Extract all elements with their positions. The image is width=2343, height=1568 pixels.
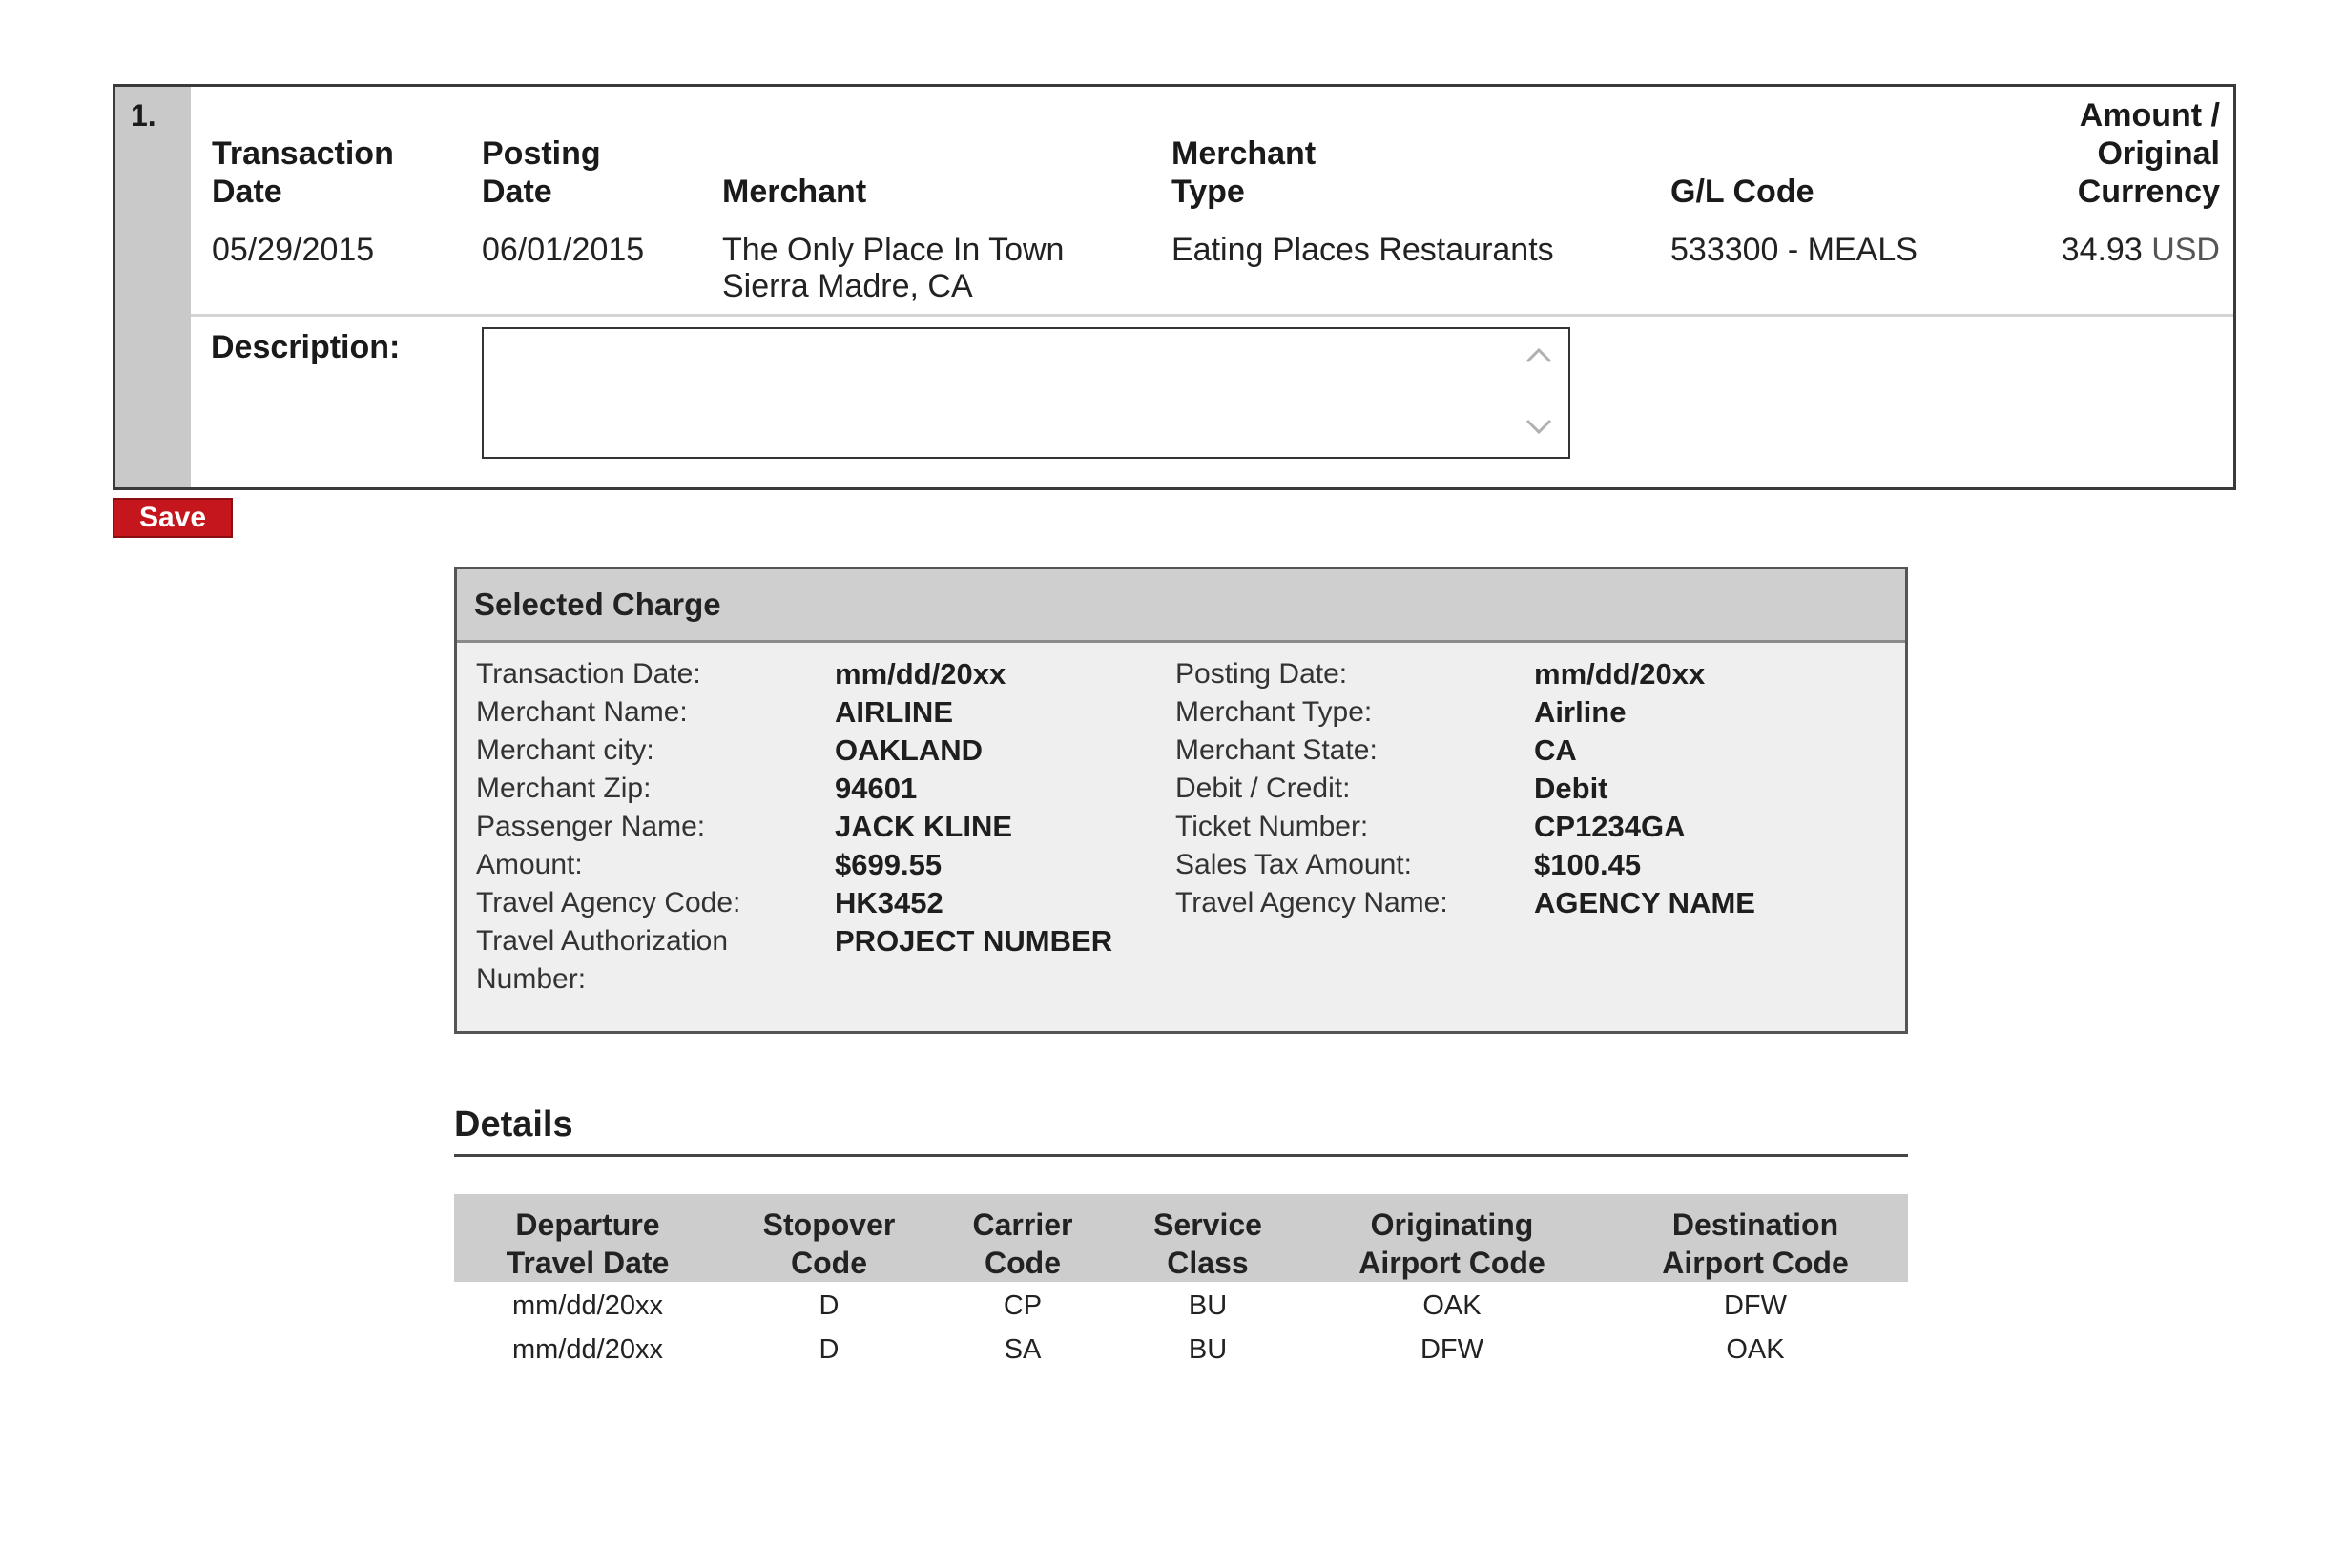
label-travel-authorization-number: Travel Authorization Number: — [476, 925, 729, 995]
label-merchant-type: Merchant Type: — [1175, 696, 1373, 728]
th-carrier-code: Carrier Code — [972, 1207, 1073, 1280]
value-travel-agency-code: HK3452 — [835, 886, 943, 919]
label-transaction-date: Transaction Date: — [476, 658, 701, 690]
value-amount: $699.55 — [835, 848, 943, 881]
posting-date-value: 06/01/2015 — [482, 232, 645, 268]
cell-originating-airport: OAK — [1422, 1290, 1482, 1321]
label-posting-date: Posting Date: — [1175, 658, 1348, 690]
details-divider — [454, 1154, 1908, 1157]
header-posting-date: Posting Date — [482, 135, 601, 210]
amount-value — [2062, 232, 2220, 268]
value-merchant-type: Airline — [1534, 695, 1627, 729]
cell-destination-airport: DFW — [1723, 1290, 1788, 1321]
label-travel-agency-name: Travel Agency Name: — [1175, 887, 1448, 918]
amount-currency: USD — [2151, 232, 2220, 268]
header-amount: Amount / Original Currency — [2077, 97, 2220, 210]
cell-carrier-code: CP — [1003, 1290, 1043, 1321]
th-destination-airport-code: Destination Airport Code — [1662, 1207, 1849, 1280]
cell-departure-date: mm/dd/20xx — [512, 1334, 663, 1365]
amount-number: 34.93 — [2061, 232, 2143, 268]
transaction-panel — [113, 84, 2236, 490]
details-title: Details — [454, 1104, 573, 1145]
label-ticket-number: Ticket Number: — [1175, 811, 1369, 842]
gl-code-value: 533300 - MEALS — [1670, 232, 1918, 268]
merchant-value — [722, 232, 1064, 304]
label-merchant-city: Merchant city: — [476, 734, 654, 766]
value-transaction-date: mm/dd/20xx — [835, 657, 1006, 691]
merchant-name: The Only Place In Town — [722, 232, 1065, 268]
cell-originating-airport: DFW — [1420, 1334, 1484, 1365]
value-travel-agency-name: AGENCY NAME — [1534, 886, 1755, 919]
th-departure-travel-date: Departure Travel Date — [506, 1207, 670, 1280]
save-button[interactable]: Save — [113, 498, 233, 538]
th-originating-airport-code: Originating Airport Code — [1358, 1207, 1545, 1280]
value-passenger-name: JACK KLINE — [835, 810, 1013, 843]
header-merchant-type: Merchant Type — [1172, 135, 1317, 210]
header-transaction-date: Transaction Date — [212, 135, 394, 210]
chevron-down-icon[interactable] — [1520, 407, 1558, 445]
header-gl-code: G/L Code — [1670, 174, 1814, 210]
value-merchant-zip: 94601 — [835, 772, 918, 805]
details-table-header — [454, 1194, 1908, 1282]
header-merchant: Merchant — [722, 174, 867, 210]
merchant-location: Sierra Madre, CA — [722, 268, 973, 304]
cell-stopover-code: D — [819, 1290, 840, 1321]
value-merchant-city: OAKLAND — [835, 733, 983, 767]
cell-carrier-code: SA — [1004, 1334, 1042, 1365]
th-service-class: Service Class — [1153, 1207, 1262, 1280]
value-posting-date: mm/dd/20xx — [1534, 657, 1706, 691]
label-travel-agency-code: Travel Agency Code: — [476, 887, 741, 918]
value-travel-authorization-number: PROJECT NUMBER — [835, 924, 1113, 958]
label-amount: Amount: — [476, 849, 583, 880]
cell-service-class: BU — [1188, 1290, 1228, 1321]
row-gutter — [115, 87, 191, 487]
description-label: Description: — [211, 329, 401, 365]
cell-destination-airport: OAK — [1726, 1334, 1785, 1365]
label-merchant-name: Merchant Name: — [476, 696, 688, 728]
cell-service-class: BU — [1188, 1334, 1228, 1365]
row-number: 1. — [131, 98, 156, 133]
label-merchant-state: Merchant State: — [1175, 734, 1378, 766]
label-passenger-name: Passenger Name: — [476, 811, 706, 842]
value-debit-credit: Debit — [1534, 772, 1608, 805]
label-merchant-zip: Merchant Zip: — [476, 773, 652, 804]
label-debit-credit: Debit / Credit: — [1175, 773, 1351, 804]
th-stopover-code: Stopover Code — [762, 1207, 896, 1280]
description-input[interactable] — [482, 327, 1570, 459]
chevron-up-icon[interactable] — [1520, 337, 1558, 375]
cell-stopover-code: D — [819, 1334, 840, 1365]
transaction-date-value: 05/29/2015 — [212, 232, 375, 268]
value-sales-tax-amount: $100.45 — [1534, 848, 1642, 881]
selected-charge-header — [457, 569, 1905, 643]
label-sales-tax-amount: Sales Tax Amount: — [1175, 849, 1412, 880]
value-merchant-state: CA — [1534, 733, 1577, 767]
row-divider — [191, 314, 2233, 317]
cell-departure-date: mm/dd/20xx — [512, 1290, 663, 1321]
merchant-type-value: Eating Places Restaurants — [1172, 232, 1554, 268]
selected-charge-title: Selected Charge — [474, 587, 721, 622]
value-merchant-name: AIRLINE — [835, 695, 953, 729]
value-ticket-number: CP1234GA — [1534, 810, 1686, 843]
selected-charge-panel — [454, 567, 1908, 1034]
